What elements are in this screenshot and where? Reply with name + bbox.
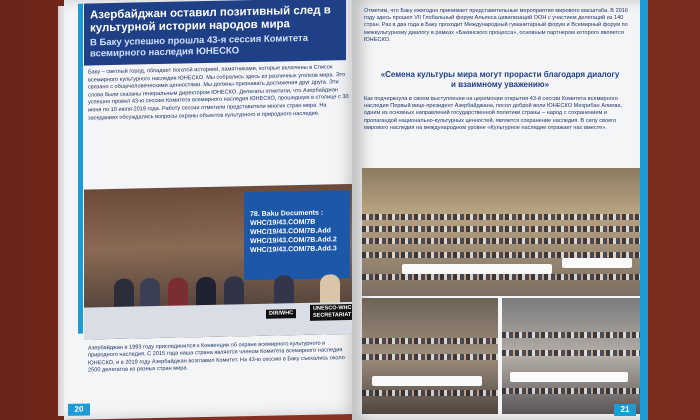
photo-caption-text: Азербайджан в 1993 году присоединился к Конвенции об охране всемирного культурного и природного наследия. С 2015 года наша страна является членом Комитета всемирного наследия ЮНЕСКО, и в 2019 году Азербайджан возглавил Комитет. На 43-ю сессию в Баку съехались около 2500 делегатов из разных стран мира.: [88, 340, 345, 374]
page-number-left: 20: [68, 403, 90, 415]
right-body-text: Как подчеркнула в своем выступлении на церемонии открытия 43-й сессии Комитета всемирного наследия Первый вице-президент Азербайджана, посол доброй воли ЮНЕСКО Мехрибан Алиева, одним из основных направлений государственной политики страны – народ с сохранением и пропагандой национально-культурных ценностей, является сохранение наследия. В силу своего мирового наследия на международном уровне «Культурное наследие отражает нас вместе».: [364, 96, 622, 131]
audience-row: [362, 226, 640, 232]
right-page: [352, 0, 648, 420]
audience-row: [362, 354, 498, 360]
page-number-right: 21: [614, 404, 636, 416]
audience-row: [362, 390, 498, 396]
right-top-text: Отметим, что Баку ежегодно принимает представительные мероприятия мирового масштаба. В 2016 году здесь прошел VII Глобальный форум Альянса цивилизаций ООН с участием делегаций из 140 стран. Раз в два года в Баку проходит Международный гуманитарный форум и Всемирный форум по межкультурному диалогу в рамках «Бакинского процесса», основным партнером которого является ЮНЕСКО.: [364, 8, 629, 43]
article-header: [84, 0, 346, 66]
name-plate-secretariat: UNESCO-WHC SECRETARIAT: [310, 304, 354, 321]
article-title: Азербайджан оставил позитивный след в культурной истории народов мира: [90, 4, 331, 35]
audience-row: [362, 214, 640, 220]
left-accent-bar: [78, 4, 83, 334]
audience-row: [502, 350, 640, 356]
article-subtitle: В Баку успешно прошла 43-я сессия Комитета всемирного наследия ЮНЕСКО: [90, 32, 308, 60]
audience-row: [362, 274, 640, 280]
audience-row: [362, 338, 498, 344]
name-plate-dir: DIR/WHC: [266, 309, 296, 319]
delegate-tables: [372, 376, 482, 386]
delegate-tables: [510, 372, 628, 382]
delegates-photo-right: [502, 298, 640, 414]
audience-row: [362, 238, 640, 244]
delegates-photo-left: [362, 298, 498, 414]
audience-row: [502, 332, 640, 338]
right-accent-stripe: [640, 0, 648, 420]
left-page: [64, 0, 358, 420]
projection-screen: [244, 190, 350, 280]
hall-photo: [362, 168, 640, 296]
screen-documents-text: 78. Baku Documents : WHC/19/43.COM/7B WHC/19/43.COM/7B.Add WHC/19/43.COM/7B.Add.2 WHC/19/43.COM/7B.Add.3: [250, 209, 337, 255]
session-photo: [84, 184, 354, 340]
left-body-text: Баку – светлый город, обладает богатой историей, памятниками, которые включены в Список всемирного культурного наследия ЮНЕСКО. Мы собрались здесь из различных уголков мира. Это связано с общечеловеческими ценностями. Мы должны признавать достижения друг друга. Эти слова были сказаны генеральным директором ЮНЕСКО. Делегаты отметили, что Азербайджан успешно провел 43-ю сессию Комитета всемирного наследия ЮНЕСКО, прошедшую в столице с 30 июня по 10 июля 2019 года. Работу сессии отметили представители многих стран мира. На заседаниях обсуждались вопросы охраны объектов культурного и природного наследия.: [88, 64, 349, 122]
audience-row: [502, 388, 640, 394]
pull-quote: «Семена культуры мира могут прорасти благодаря диалогу и взаимному уважению»: [380, 70, 620, 89]
delegate-tables: [562, 258, 632, 268]
delegate-tables: [402, 264, 552, 274]
